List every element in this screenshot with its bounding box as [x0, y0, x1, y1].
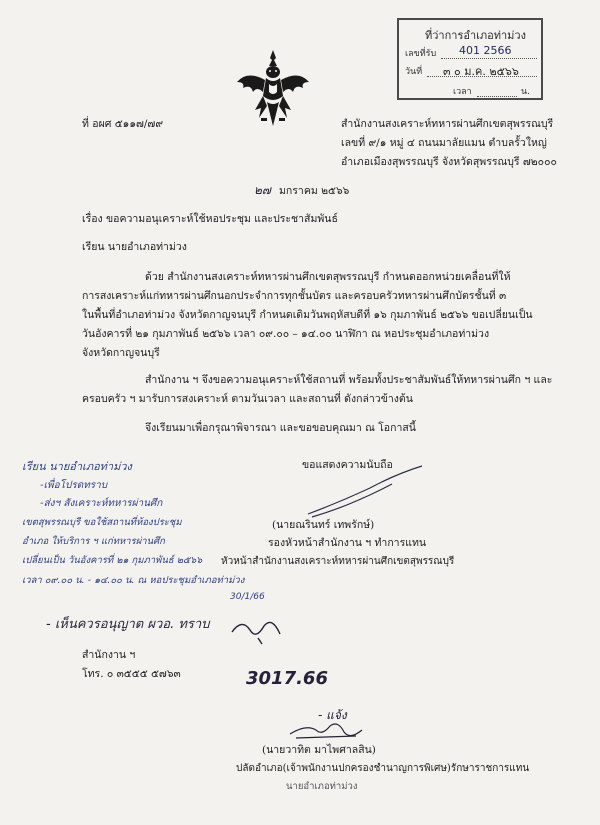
- handnote-line5: อำเภอ ให้บริการ ฯ แก่ทหารผ่านศึก: [22, 536, 165, 547]
- sender-line-1: สำนักงานสงเคราะห์ทหารผ่านศึกเขตสุพรรณบุรี: [341, 118, 554, 130]
- signer-name: (นายณรินทร์ เทพรักษ์): [272, 519, 375, 531]
- office-label: สำนักงาน ฯ: [82, 649, 136, 661]
- body-p1-line1: ด้วย สำนักงานสงเคราะห์ทหารผ่านศึกเขตสุพรรณบุรี กำหนดออกหน่วยเคลื่อนที่ให้: [145, 271, 511, 283]
- approver-position-2: นายอำเภอท่าม่วง: [286, 781, 358, 792]
- body-p2-line1: สำนักงาน ฯ จึงขอความอนุเคราะห์ใช้สถานที่ พร้อมทั้งประชาสัมพันธ์ให้ทหารผ่านศึก ฯ และ: [145, 374, 553, 386]
- handnote-date: 30/1/66: [230, 592, 265, 602]
- sender-signature-icon: [300, 462, 430, 522]
- handnote-line3: -ส่งฯ สังเคราะห์ทหารผ่านศึก: [40, 498, 163, 509]
- stamp-title: ที่ว่าการอำเภอท่าม่วง: [425, 29, 526, 42]
- handnote-line1: เรียน นายอำเภอท่าม่วง: [22, 460, 132, 473]
- subject-line: เรื่อง ขอความอนุเคราะห์ใช้หอประชุม และประชาสัมพันธ์: [82, 213, 338, 225]
- garuda-emblem-icon: [233, 48, 313, 130]
- body-p1-line5: จังหวัดกาญจนบุรี: [82, 347, 160, 359]
- handnote-line6: เปลี่ยนเป็น วันอังคารที่ ๒๑ กุมภาพันธ์ ๒๕๖๖: [22, 555, 203, 566]
- recipient-line: เรียน นายอำเภอท่าม่วง: [82, 241, 187, 253]
- approval-ack: - แจ้ง: [318, 708, 347, 722]
- approver-position-1: ปลัดอำเภอ(เจ้าพนักงานปกครองชำนาญการพิเศษ)รักษาราชการแทน: [236, 763, 530, 774]
- stamp-receive-no: 401 2566: [459, 44, 512, 57]
- stamp-line: [477, 96, 517, 97]
- signer-position-1: รองหัวหน้าสำนักงาน ฯ ทำการแทน: [268, 537, 427, 549]
- stamp-date-label: วันที่: [405, 67, 423, 77]
- phone-number: โทร. ๐ ๓๕๕๕ ๕๗๖๓: [82, 668, 181, 680]
- signer-position-2: หัวหน้าสำนักงานสงเคราะห์ทหารผ่านศึกเขตสุพรรณบุรี: [221, 556, 455, 567]
- stamp-date-value: ๓ ๐ ม.ค. ๒๕๖๖: [443, 65, 519, 78]
- handnote-line2: -เพื่อโปรดทราบ: [40, 480, 108, 491]
- stamp-time-label: เวลา: [453, 87, 472, 97]
- approval-initials-icon: [228, 616, 288, 646]
- handwritten-number: 3017.66: [246, 668, 328, 689]
- closing-text: ขอแสดงความนับถือ: [302, 459, 393, 471]
- body-p1-line4: วันอังคารที่ ๒๑ กุมภาพันธ์ ๒๕๖๖ เวลา ๐๙.๐๐ – ๑๔.๐๐ นาฬิกา ณ หอประชุมอำเภอท่าม่วง: [82, 328, 490, 340]
- date-day: ๒๗: [254, 183, 271, 197]
- date-month-year: มกราคม ๒๕๖๖: [279, 185, 350, 197]
- sender-line-2: เลขที่ ๙/๑ หมู่ ๔ ถนนมาลัยแมน ตำบลรั้วใหญ่: [341, 137, 547, 149]
- handnote-line7: เวลา ๐๙.๐๐ น. - ๑๔.๐๐ น. ณ หอประชุมอำเภอท่าม่วง: [22, 575, 245, 586]
- body-p2-line2: ครอบครัว ฯ มารับการสงเคราะห์ ตามวันเวลา และสถานที่ ดังกล่าวข้างต้น: [82, 393, 413, 405]
- sender-line-3: อำเภอเมืองสุพรรณบุรี จังหวัดสุพรรณบุรี ๗๒๐๐๐: [341, 156, 557, 168]
- approval-note: - เห็นควรอนุญาต ผวอ. ทราบ: [46, 617, 210, 632]
- approver-name: (นายวาทิต มาไพศาลสิน): [262, 744, 376, 756]
- body-p1-line3: ในพื้นที่อำเภอท่าม่วง จังหวัดกาญจนบุรี กำหนดเดิมวันพฤหัสบดีที่ ๑๖ กุมภาพันธ์ ๒๕๖๖ ขอเปลี่ยนเป็น: [82, 309, 533, 321]
- stamp-line: [441, 58, 537, 59]
- handnote-line4: เขตสุพรรณบุรี ขอใช้สถานที่ห้องประชุม: [22, 517, 182, 528]
- body-p3: จึงเรียนมาเพื่อกรุณาพิจารณา และขอขอบคุณมา ณ โอกาสนี้: [145, 422, 416, 434]
- approver-signature-icon: [286, 716, 366, 742]
- doc-reference: ที่ อผศ ๕๑๑๗/๗๙: [82, 118, 164, 130]
- body-p1-line2: การสงเคราะห์แก่ทหารผ่านศึกนอกประจำการทุกชั้นบัตร และครอบครัวทหารผ่านศึกบัตรชั้นที่ ๓: [82, 290, 507, 302]
- stamp-time-suffix: น.: [521, 87, 531, 97]
- stamp-receive-label: เลขที่รับ: [405, 49, 437, 59]
- receive-stamp: [397, 18, 543, 100]
